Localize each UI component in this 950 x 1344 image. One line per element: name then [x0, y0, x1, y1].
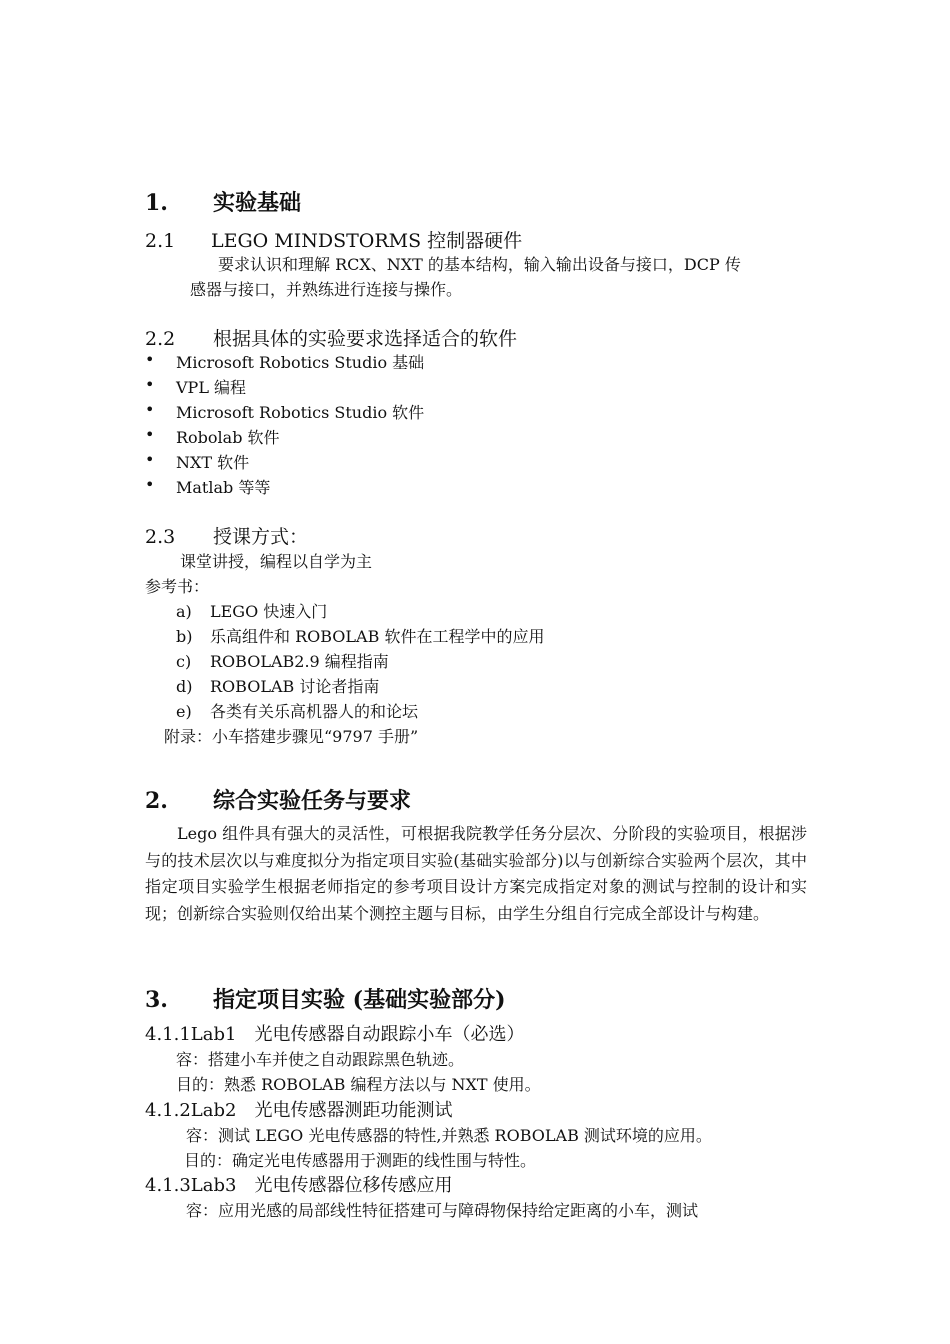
- reference-mark: d): [176, 677, 193, 696]
- list-item: Robolab 软件: [176, 428, 280, 447]
- subsection-number: 2.3: [145, 526, 176, 548]
- section-number: 3.: [145, 987, 168, 1013]
- subsection-2-3-heading: [145, 522, 308, 549]
- section-number: 1.: [145, 190, 168, 216]
- reference-text: ROBOLAB2.9 编程指南: [210, 652, 389, 671]
- section-title: 指定项目实验 (基础实验部分): [213, 987, 506, 1013]
- subsection-title: LEGO MINDSTORMS 控制器硬件: [211, 230, 523, 252]
- bullet-glyph: •: [145, 350, 155, 369]
- list-item: Microsoft Robotics Studio 软件: [176, 403, 425, 422]
- lab1-content: 容：搭建小车并使之自动跟踪黑色轨迹。: [176, 1050, 465, 1069]
- subsection-number: 2.2: [145, 328, 176, 350]
- paragraph-line: 要求认识和理解 RCX、NXT 的基本结构，输入输出设备与接口，DCP 传: [218, 255, 741, 274]
- list-item: NXT 软件: [176, 453, 250, 472]
- bullet-glyph: •: [145, 425, 155, 444]
- lab1-goal: 目的：熟悉 ROBOLAB 编程方法以与 NXT 使用。: [176, 1075, 541, 1094]
- bullet-glyph: •: [145, 450, 155, 469]
- reference-text: LEGO 快速入门: [210, 602, 328, 621]
- section-number: 2.: [145, 788, 168, 814]
- reference-item: [176, 699, 418, 722]
- teaching-method-text: 课堂讲授，编程以自学为主: [180, 552, 373, 571]
- lab3-content: 容：应用光感的局部线性特征搭建可与障碍物保持给定距离的小车，测试: [186, 1201, 699, 1220]
- reference-mark: e): [176, 702, 192, 721]
- reference-mark: c): [176, 652, 192, 671]
- bullet-glyph: •: [145, 400, 155, 419]
- bullet-glyph: •: [145, 375, 155, 394]
- reference-item: [176, 599, 327, 622]
- section-2-paragraph: Lego 组件具有强大的灵活性，可根据我院教学任务分层次、分阶段的实验项目，根据涉与的技术层次以与难度拟分为指定项目实验(基础实验部分)以与创新综合实验两个层次，其中指定项目实验学生根据老师指定的参考项目设计方案完成指定对象的测试与控制的设计和实现；创新综合实验则仅给出某个测控主题与目标，由学生分组自行完成全部设计与构建。: [145, 824, 807, 923]
- list-item: Microsoft Robotics Studio 基础: [176, 353, 425, 372]
- references-label: 参考书：: [145, 577, 210, 596]
- section-1-heading: [145, 186, 301, 217]
- bullet-glyph: •: [145, 475, 155, 494]
- reference-item: [176, 649, 389, 672]
- list-item: Matlab 等等: [176, 478, 271, 497]
- reference-mark: b): [176, 627, 193, 646]
- lab3-heading: 4.1.3Lab3 光电传感器位移传感应用: [145, 1175, 453, 1196]
- subsection-2-1-heading: [145, 226, 522, 253]
- reference-text: 乐高组件和 ROBOLAB 软件在工程学中的应用: [210, 627, 545, 646]
- section-2-heading: [145, 784, 411, 815]
- lab1-heading: 4.1.1Lab1 光电传感器自动跟踪小车（必选）: [145, 1024, 525, 1045]
- list-item: VPL 编程: [176, 378, 247, 397]
- section-title: 实验基础: [213, 190, 302, 216]
- lab2-goal: 目的：确定光电传感器用于测距的线性围与特性。: [184, 1151, 537, 1170]
- reference-mark: a): [176, 602, 192, 621]
- subsection-number: 2.1: [145, 230, 176, 252]
- lab2-content: 容：测试 LEGO 光电传感器的特性,并熟悉 ROBOLAB 测试环境的应用。: [186, 1126, 712, 1145]
- section-title: 综合实验任务与要求: [213, 788, 412, 814]
- lab2-heading: 4.1.2Lab2 光电传感器测距功能测试: [145, 1100, 453, 1121]
- reference-item: [176, 624, 544, 647]
- reference-text: 各类有关乐高机器人的和论坛: [210, 702, 419, 721]
- subsection-title: 授课方式：: [213, 526, 309, 548]
- subsection-2-2-heading: [145, 324, 517, 351]
- paragraph-line: 感器与接口，并熟练进行连接与操作。: [190, 280, 463, 299]
- section-3-heading: [145, 983, 505, 1014]
- reference-text: ROBOLAB 讨论者指南: [210, 677, 380, 696]
- appendix-note: 附录：小车搭建步骤见“9797 手册”: [164, 727, 419, 746]
- subsection-title: 根据具体的实验要求选择适合的软件: [213, 328, 518, 350]
- reference-item: [176, 674, 379, 697]
